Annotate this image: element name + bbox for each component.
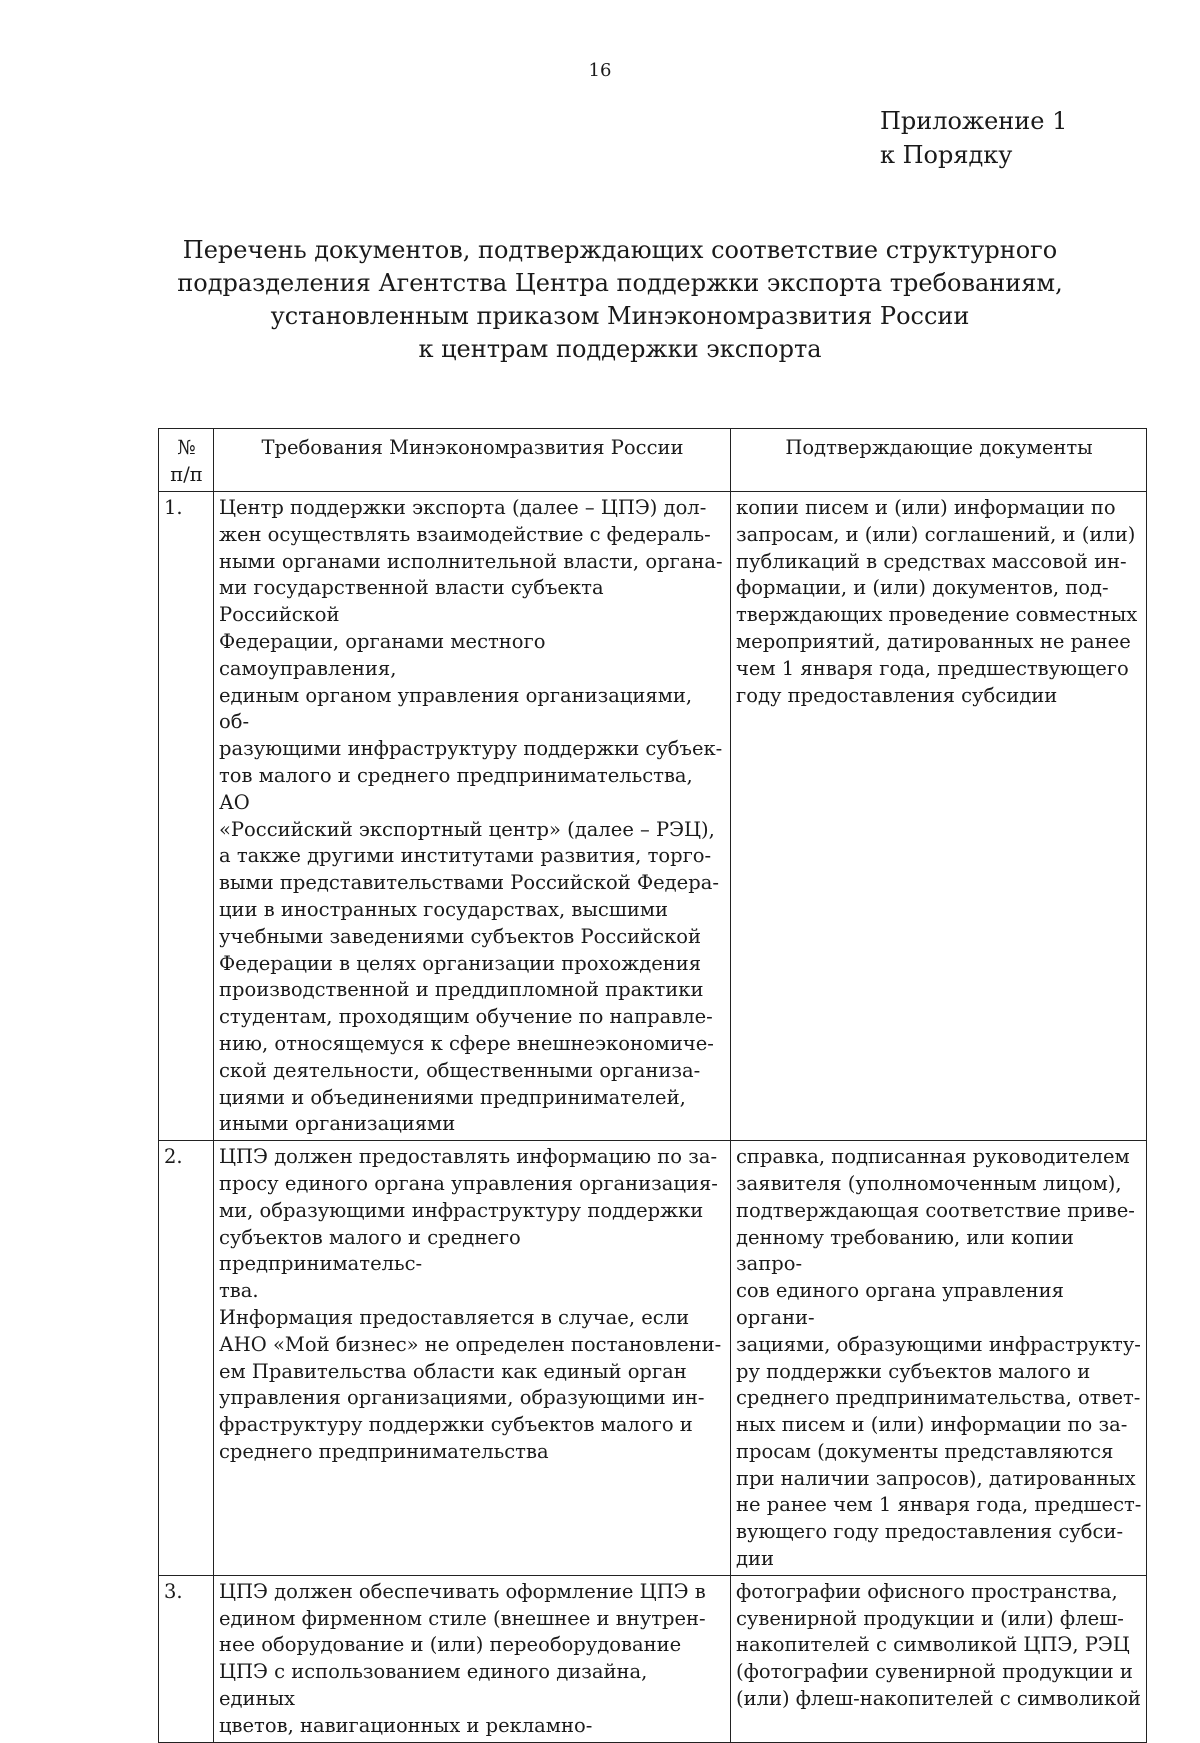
appendix-reference xyxy=(880,104,1067,172)
table-row xyxy=(159,1575,1147,1742)
document-title: Перечень документов, подтверждающих соответствие структурного подразделения Агентства Центра поддержки экспорта требованиям, установленным приказом Минэкономразвития России к центрам поддержки экспорта xyxy=(177,236,1063,363)
header-documents: Подтверждающие документы xyxy=(731,429,1147,492)
header-requirement: Требования Минэкономразвития России xyxy=(214,429,731,492)
row-documents: фотографии офисного пространства, сувенирной продукции и (или) флеш- накопителей с символикой ЦПЭ, РЭЦ (фотографии сувенирной продукции и (или) флеш-накопителей с символикой xyxy=(731,1575,1147,1742)
requirements-table xyxy=(158,428,1147,1743)
row-num: 3. xyxy=(159,1575,214,1742)
table-header-row xyxy=(159,429,1147,492)
appendix-line-2: к Порядку xyxy=(880,141,1013,169)
row-requirement: ЦПЭ должен обеспечивать оформление ЦПЭ в едином фирменном стиле (внешнее и внутрен- нее оборудование и (или) переоборудование ЦПЭ с использованием единого дизайна, единых цветов, навигационных и рекламно- xyxy=(214,1575,731,1742)
row-requirement: ЦПЭ должен предоставлять информацию по за- просу единого органа управления организация- ми, образующими инфраструктуру поддержки субъектов малого и среднего предпринимательс- тва. Информация предоставляется в случае, если АНО «Мой бизнес» не определен постановлени- ем Правительства области как единый орган управления организациями, образующими ин- фраструктуру поддержки субъектов малого и среднего предпринимательства xyxy=(214,1141,731,1576)
row-documents: справка, подписанная руководителем заявителя (уполномоченным лицом), подтверждающая соответствие приве- денному требованию, или копии запро- сов единого органа управления органи- зациями, образующими инфраструкту- ру поддержки субъектов малого и среднего предпринимательства, ответ- ных писем и (или) информации по за- просам (документы представляются при наличии запросов), датированных не ранее чем 1 января года, предшест- вующего году предоставления субси- дии xyxy=(731,1141,1147,1576)
row-num: 2. xyxy=(159,1141,214,1576)
row-requirement: Центр поддержки экспорта (далее – ЦПЭ) дол- жен осуществлять взаимодействие с федераль- ными органами исполнительной власти, органа- ми государственной власти субъекта Российской Федерации, органами местного самоуправления, единым органом управления организациями, об- разующими инфраструктуру поддержки субъек- тов малого и среднего предпринимательства, АО «Российский экспортный центр» (далее – РЭЦ), а также другими институтами развития, торго- выми представительствами Российской Федера- ции в иностранных государствах, высшими учебными заведениями субъектов Российской Федерации в целях организации прохождения производственной и преддипломной практики студентам, проходящим обучение по направле- нию, относящемуся к сфере внешнеэкономиче- ской деятельности, общественными организа- циями и объединениями предпринимателей, иными организациями xyxy=(214,492,731,1141)
table-row xyxy=(159,492,1147,1141)
row-num: 1. xyxy=(159,492,214,1141)
row-documents: копии писем и (или) информации по запросам, и (или) соглашений, и (или) публикаций в средствах массовой ин- формации, и (или) документов, под- тверждающих проведение совместных мероприятий, датированных не ранее чем 1 января года, предшествующего году предоставления субсидии xyxy=(731,492,1147,1141)
table-row xyxy=(159,1141,1147,1576)
header-num: № п/п xyxy=(159,429,214,492)
appendix-line-1: Приложение 1 xyxy=(880,107,1068,135)
page-number: 16 xyxy=(588,60,612,81)
